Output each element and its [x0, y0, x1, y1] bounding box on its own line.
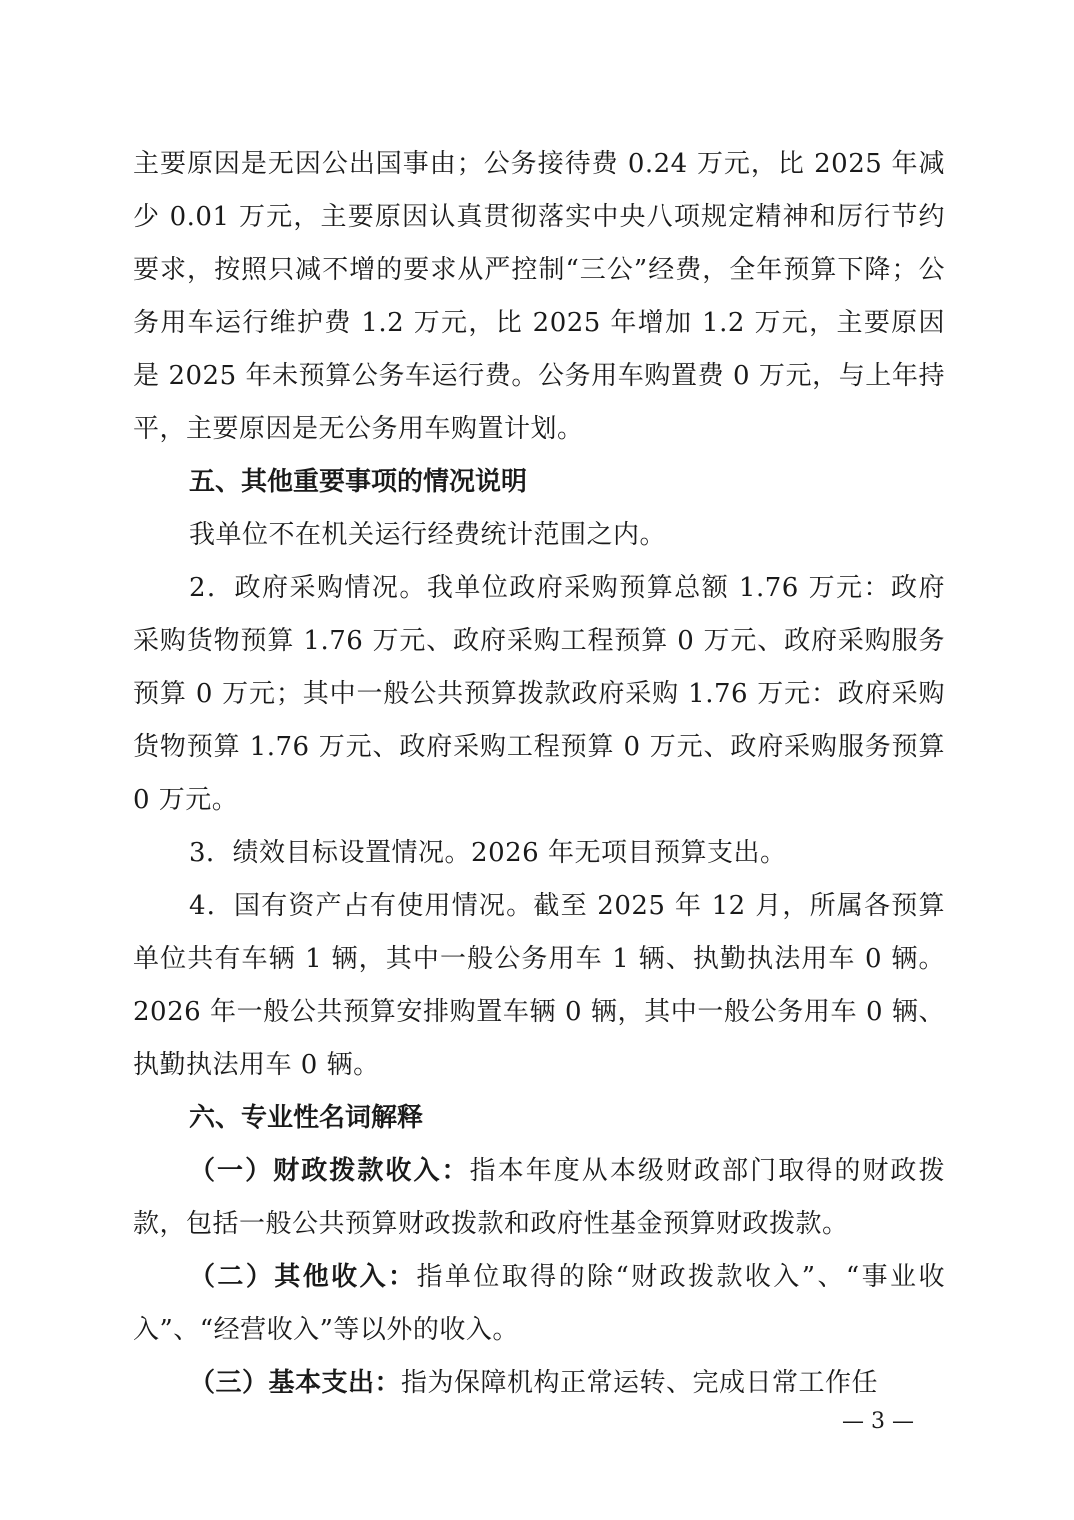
- term-label: （一）财政拨款收入：: [189, 1156, 470, 1186]
- page-number: — 3 —: [842, 1409, 914, 1434]
- paragraph-state-assets: 4．国有资产占有使用情况。截至 2025 年 12 月，所属各预算单位共有车辆 1 辆，其中一般公务用车 1 辆、执勤执法用车 0 辆。2026 年一般公共预算安排购置车辆 0 辆，其中一般公务用车 0 辆、执勤执法用车 0 辆。: [133, 891, 945, 1080]
- paragraph-performance-targets: 3．绩效目标设置情况。2026 年无项目预算支出。: [189, 838, 787, 868]
- term-label: （二）其他收入：: [189, 1262, 417, 1292]
- term-other-income: [133, 1251, 945, 1357]
- section-heading-terminology: 六、专业性名词解释: [189, 1103, 424, 1133]
- paragraph-three-public-expenses: 主要原因是无因公出国事由；公务接待费 0.24 万元，比 2025 年减少 0.01 万元，主要原因认真贯彻落实中央八项规定精神和厉行节约要求，按照只减不增的要求从严控制“三公”经费，全年预算下降；公务用车运行维护费 1.2 万元，比 2025 年增加 1.2 万元，主要原因是 2025 年未预算公务车运行费。公务用车购置费 0 万元，与上年持平，主要原因是无公务用车购置计划。: [133, 149, 945, 444]
- paragraph-operating-funds: 我单位不在机关运行经费统计范围之内。: [189, 520, 667, 550]
- paragraph-government-procurement: 2．政府采购情况。我单位政府采购预算总额 1.76 万元：政府采购货物预算 1.76 万元、政府采购工程预算 0 万元、政府采购服务预算 0 万元；其中一般公共预算拨款政府采购 1.76 万元：政府采购货物预算 1.76 万元、政府采购工程预算 0 万元、政府采购服务预算 0 万元。: [133, 573, 945, 815]
- section-heading-other-matters: 五、其他重要事项的情况说明: [189, 467, 528, 497]
- term-definition: 指单位取得的除“财政拨款收入”、“事业收入”、“经营收入”等以外的收入。: [133, 1262, 945, 1345]
- term-definition: 指本年度从本级财政部门取得的财政拨款，包括一般公共预算财政拨款和政府性基金预算财政拨款。: [133, 1156, 945, 1239]
- term-definition: 指为保障机构正常运转、完成日常工作任: [401, 1368, 879, 1398]
- term-label: （三）基本支出：: [189, 1368, 402, 1398]
- document-body: [133, 138, 945, 1410]
- term-basic-expenditure: [133, 1357, 945, 1410]
- term-fiscal-appropriation: [133, 1145, 945, 1251]
